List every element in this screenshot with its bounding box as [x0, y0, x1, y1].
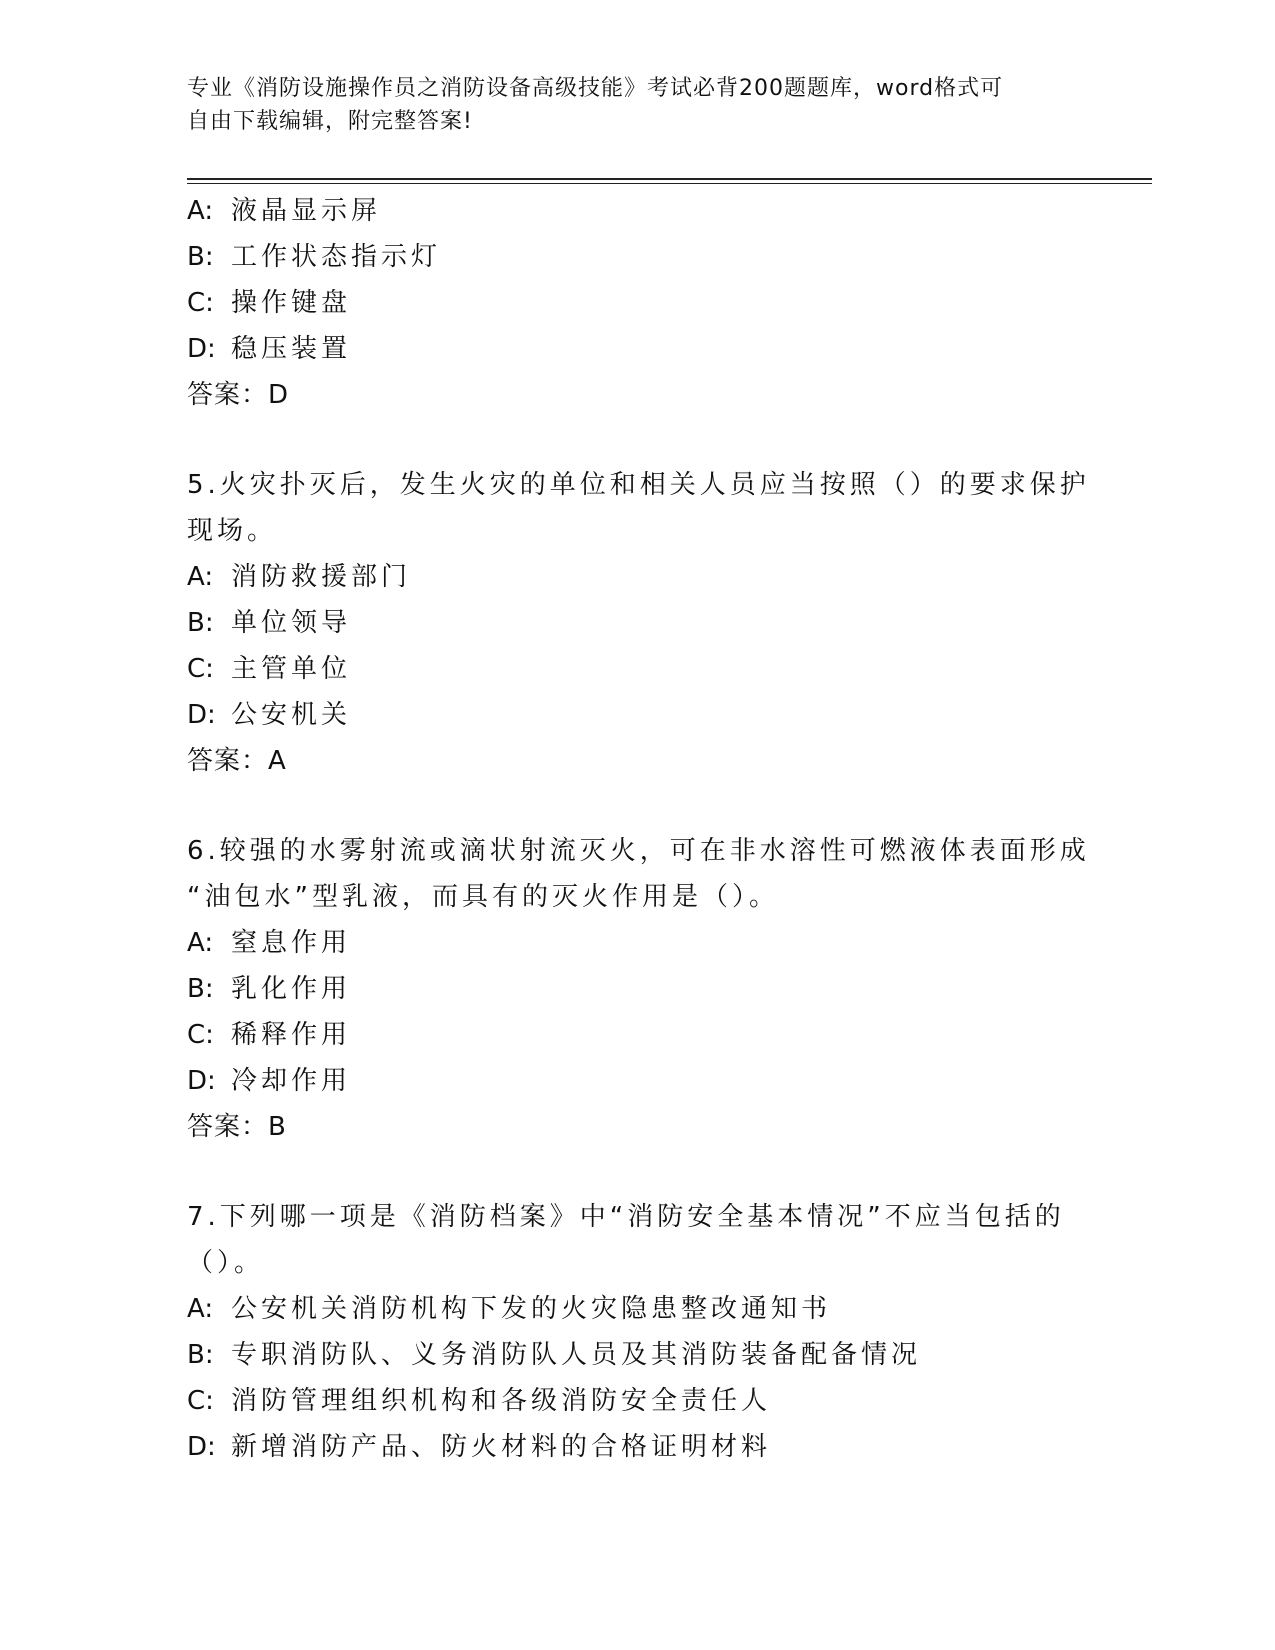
option-letter: D: — [187, 700, 216, 730]
option-letter: C: — [187, 1020, 214, 1050]
question-text-line-1: 7.下列哪一项是《消防档案》中“消防安全基本情况”不应当包括的 — [187, 1202, 1065, 1232]
option-letter: B: — [187, 242, 214, 272]
question-5 — [187, 462, 1090, 784]
option-letter: A: — [187, 1294, 214, 1324]
option-text: 工作状态指示灯 — [231, 242, 442, 272]
option-b — [187, 234, 1087, 280]
option-letter: D: — [187, 334, 216, 364]
answer-line — [187, 372, 1087, 418]
option-c — [187, 280, 1087, 326]
option-text: 冷却作用 — [231, 1066, 352, 1096]
option-c — [187, 1012, 1087, 1058]
answer-value: A — [268, 746, 287, 776]
option-text: 消防管理组织机构和各级消防安全责任人 — [231, 1386, 772, 1416]
option-text: 公安机关消防机构下发的火灾隐患整改通知书 — [231, 1294, 832, 1324]
option-d — [187, 1058, 1087, 1104]
option-text: 液晶显示屏 — [231, 196, 382, 226]
question-4 — [187, 188, 1087, 418]
option-text: 稀释作用 — [231, 1020, 352, 1050]
question-text-line-1: 6.较强的水雾射流或滴状射流灭火，可在非水溶性可燃液体表面形成 — [187, 836, 1090, 866]
option-d — [187, 1424, 1087, 1470]
option-a — [187, 1286, 1087, 1332]
option-letter: B: — [187, 974, 214, 1004]
option-letter: C: — [187, 654, 214, 684]
option-text: 主管单位 — [231, 654, 352, 684]
header-line-1: 专业《消防设施操作员之消防设备高级技能》考试必背200题题库，word格式可 — [187, 76, 1004, 101]
answer-value: B — [268, 1112, 287, 1142]
answer-line — [187, 738, 1087, 784]
option-c — [187, 1378, 1087, 1424]
header-divider — [187, 178, 1152, 184]
question-text-line-2: 现场。 — [187, 516, 278, 546]
option-letter: C: — [187, 1386, 214, 1416]
option-b — [187, 1332, 1087, 1378]
option-text: 窒息作用 — [231, 928, 352, 958]
answer-label: 答案： — [187, 746, 269, 776]
option-letter: A: — [187, 928, 214, 958]
question-text-line-1: 5.火灾扑灭后，发生火灾的单位和相关人员应当按照（）的要求保护 — [187, 470, 1090, 500]
option-a — [187, 920, 1087, 966]
header-line-2: 自由下载编辑，附完整答案! — [187, 109, 473, 134]
option-text: 新增消防产品、防火材料的合格证明材料 — [231, 1432, 772, 1462]
option-letter: D: — [187, 1432, 216, 1462]
option-text: 消防救援部门 — [231, 562, 412, 592]
question-text-line-2: （）。 — [187, 1248, 265, 1278]
option-text: 稳压装置 — [231, 334, 352, 364]
answer-label: 答案： — [187, 380, 269, 410]
question-6 — [187, 828, 1090, 1150]
question-content — [187, 188, 1090, 1470]
answer-line — [187, 1104, 1087, 1150]
option-d — [187, 326, 1087, 372]
option-a — [187, 188, 1087, 234]
option-letter: B: — [187, 608, 214, 638]
option-letter: C: — [187, 288, 214, 318]
question-text-line-2: “油包水”型乳液，而具有的灭火作用是（）。 — [187, 882, 779, 912]
option-text: 公安机关 — [231, 700, 352, 730]
option-letter: A: — [187, 562, 214, 592]
option-text: 乳化作用 — [231, 974, 352, 1004]
option-letter: A: — [187, 196, 214, 226]
question-7 — [187, 1194, 1087, 1470]
option-c — [187, 646, 1087, 692]
option-text: 专职消防队、义务消防队人员及其消防装备配备情况 — [231, 1340, 922, 1370]
option-letter: D: — [187, 1066, 216, 1096]
option-d — [187, 692, 1087, 738]
option-letter: B: — [187, 1340, 214, 1370]
option-b — [187, 600, 1087, 646]
option-a — [187, 554, 1087, 600]
option-text: 单位领导 — [231, 608, 352, 638]
answer-label: 答案： — [187, 1112, 269, 1142]
option-text: 操作键盘 — [231, 288, 352, 318]
answer-value: D — [268, 380, 290, 410]
option-b — [187, 966, 1087, 1012]
document-header — [187, 72, 1067, 138]
